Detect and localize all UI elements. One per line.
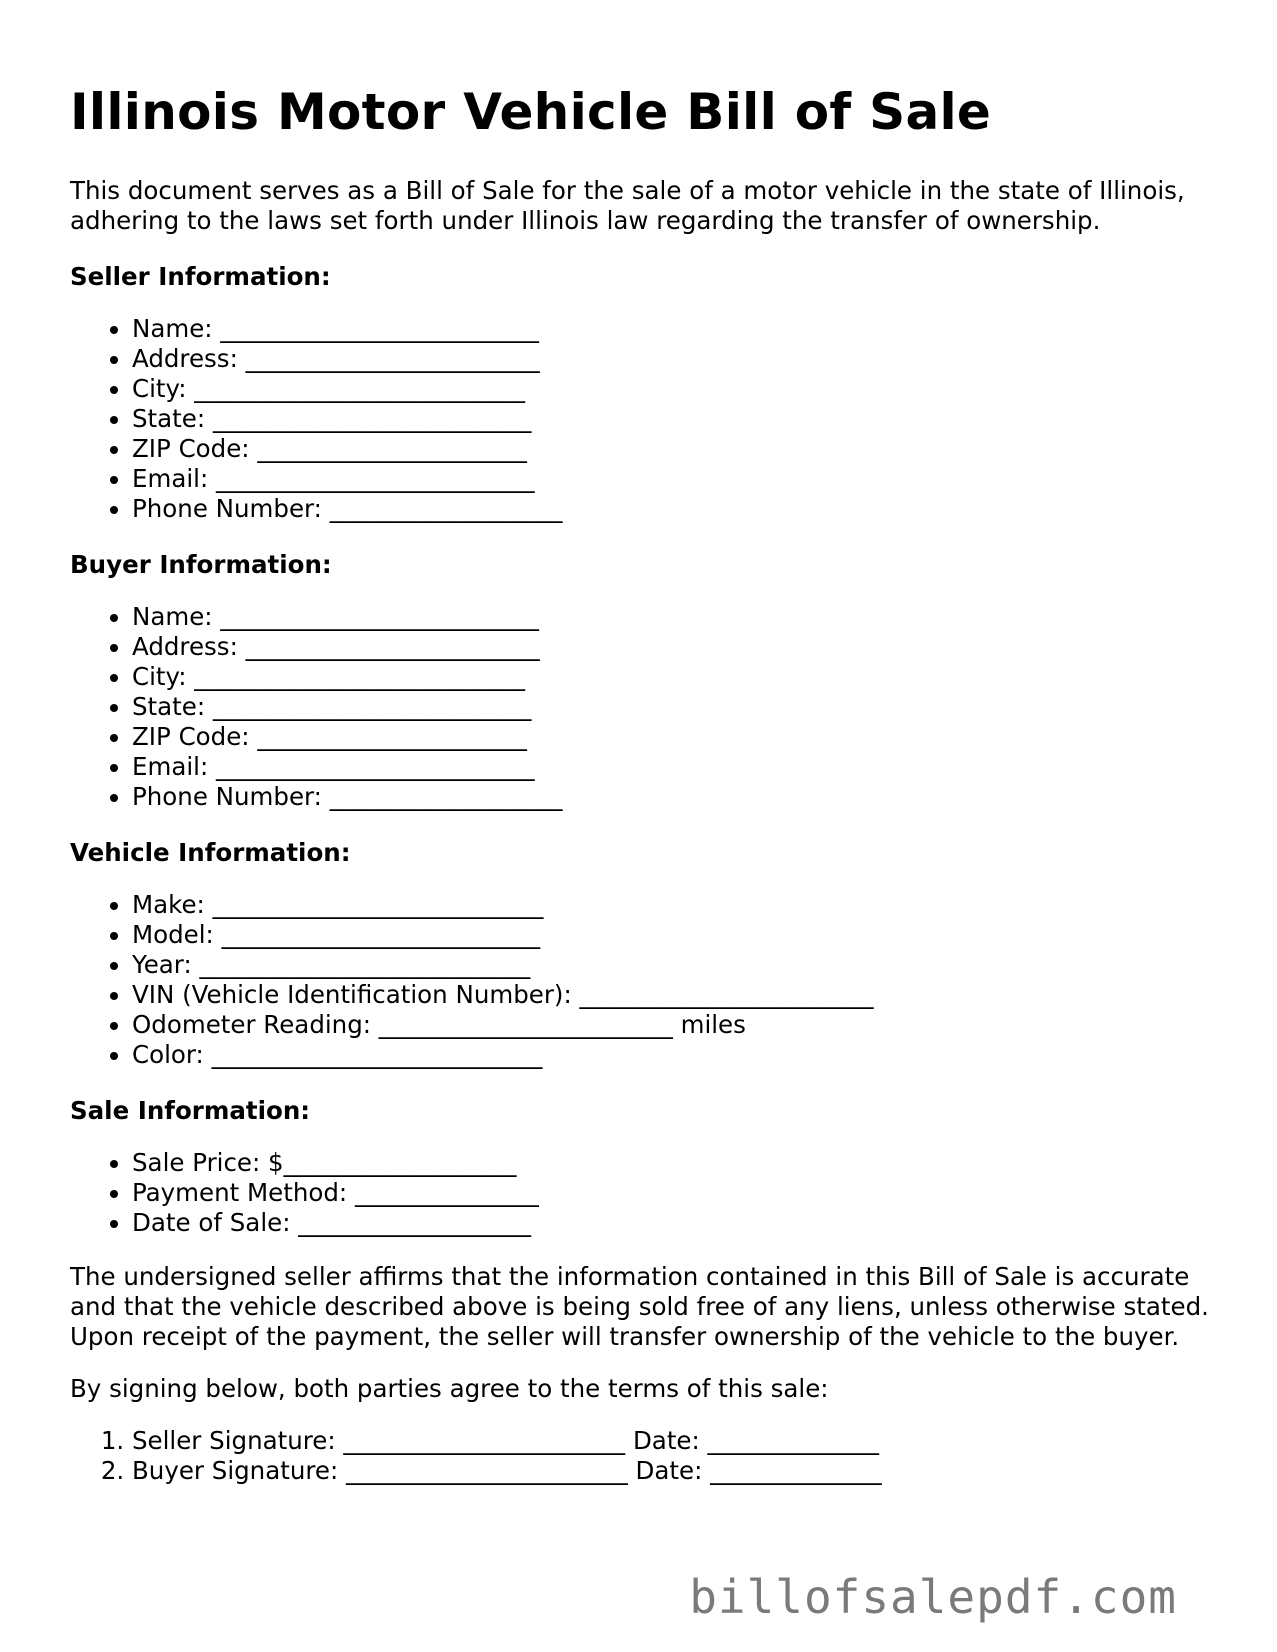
vehicle-heading: Vehicle Information: bbox=[70, 838, 351, 867]
agreement-paragraph: By signing below, both parties agree to the terms of this sale: bbox=[70, 1374, 829, 1403]
vehicle-make-field: • Make: ___________________________ bbox=[132, 890, 1210, 920]
buyer-zip-field: • ZIP Code: ______________________ bbox=[132, 722, 1210, 752]
seller-fields bbox=[70, 314, 1210, 524]
watermark: billofsalepdf.com bbox=[689, 1570, 1177, 1624]
payment-method-field: • Payment Method: _______________ bbox=[132, 1178, 1210, 1208]
vehicle-model-field: • Model: __________________________ bbox=[132, 920, 1210, 950]
seller-zip-field: • ZIP Code: ______________________ bbox=[132, 434, 1210, 464]
seller-heading: Seller Information: bbox=[70, 262, 331, 291]
seller-signature-line: 1. Seller Signature: _______________________ Date: ______________ bbox=[132, 1426, 1210, 1456]
buyer-phone-field: • Phone Number: ___________________ bbox=[132, 782, 1210, 812]
buyer-city-field: • City: ___________________________ bbox=[132, 662, 1210, 692]
buyer-name-field: • Name: __________________________ bbox=[132, 602, 1210, 632]
seller-phone-field: • Phone Number: ___________________ bbox=[132, 494, 1210, 524]
sale-heading: Sale Information: bbox=[70, 1096, 311, 1125]
buyer-fields bbox=[70, 602, 1210, 812]
seller-city-field: • City: ___________________________ bbox=[132, 374, 1210, 404]
sale-price-field: • Sale Price: $___________________ bbox=[132, 1148, 1210, 1178]
buyer-state-field: • State: __________________________ bbox=[132, 692, 1210, 722]
affirmation-paragraph: The undersigned seller affirms that the information contained in this Bill of Sale is accurate and that the vehicle described above is being sold free of any liens, unless otherwise stated. Upon receipt of the payment, the seller will transfer ownership of the vehicle to the buyer. bbox=[70, 1262, 1209, 1351]
date-of-sale-field: • Date of Sale: ___________________ bbox=[132, 1208, 1210, 1238]
buyer-email-field: • Email: __________________________ bbox=[132, 752, 1210, 782]
seller-name-field: • Name: __________________________ bbox=[132, 314, 1210, 344]
sale-fields bbox=[70, 1148, 1210, 1238]
seller-email-field: • Email: __________________________ bbox=[132, 464, 1210, 494]
buyer-signature-line: 2. Buyer Signature: _______________________ Date: ______________ bbox=[132, 1456, 1210, 1486]
intro-paragraph: This document serves as a Bill of Sale for the sale of a motor vehicle in the state of Illinois, adhering to the laws set forth under Illinois law regarding the transfer of ownership. bbox=[70, 176, 1185, 235]
buyer-heading: Buyer Information: bbox=[70, 550, 332, 579]
seller-address-field: • Address: ________________________ bbox=[132, 344, 1210, 374]
vehicle-year-field: • Year: ___________________________ bbox=[132, 950, 1210, 980]
document-title: Illinois Motor Vehicle Bill of Sale bbox=[70, 83, 992, 141]
document-page bbox=[70, 82, 1210, 1486]
vehicle-odometer-field: • Odometer Reading: ________________________ miles bbox=[132, 1010, 1210, 1040]
vehicle-fields bbox=[70, 890, 1210, 1070]
signature-list bbox=[70, 1426, 1210, 1486]
seller-state-field: • State: __________________________ bbox=[132, 404, 1210, 434]
buyer-address-field: • Address: ________________________ bbox=[132, 632, 1210, 662]
vehicle-vin-field: • VIN (Vehicle Identification Number): ________________________ bbox=[132, 980, 1210, 1010]
vehicle-color-field: • Color: ___________________________ bbox=[132, 1040, 1210, 1070]
